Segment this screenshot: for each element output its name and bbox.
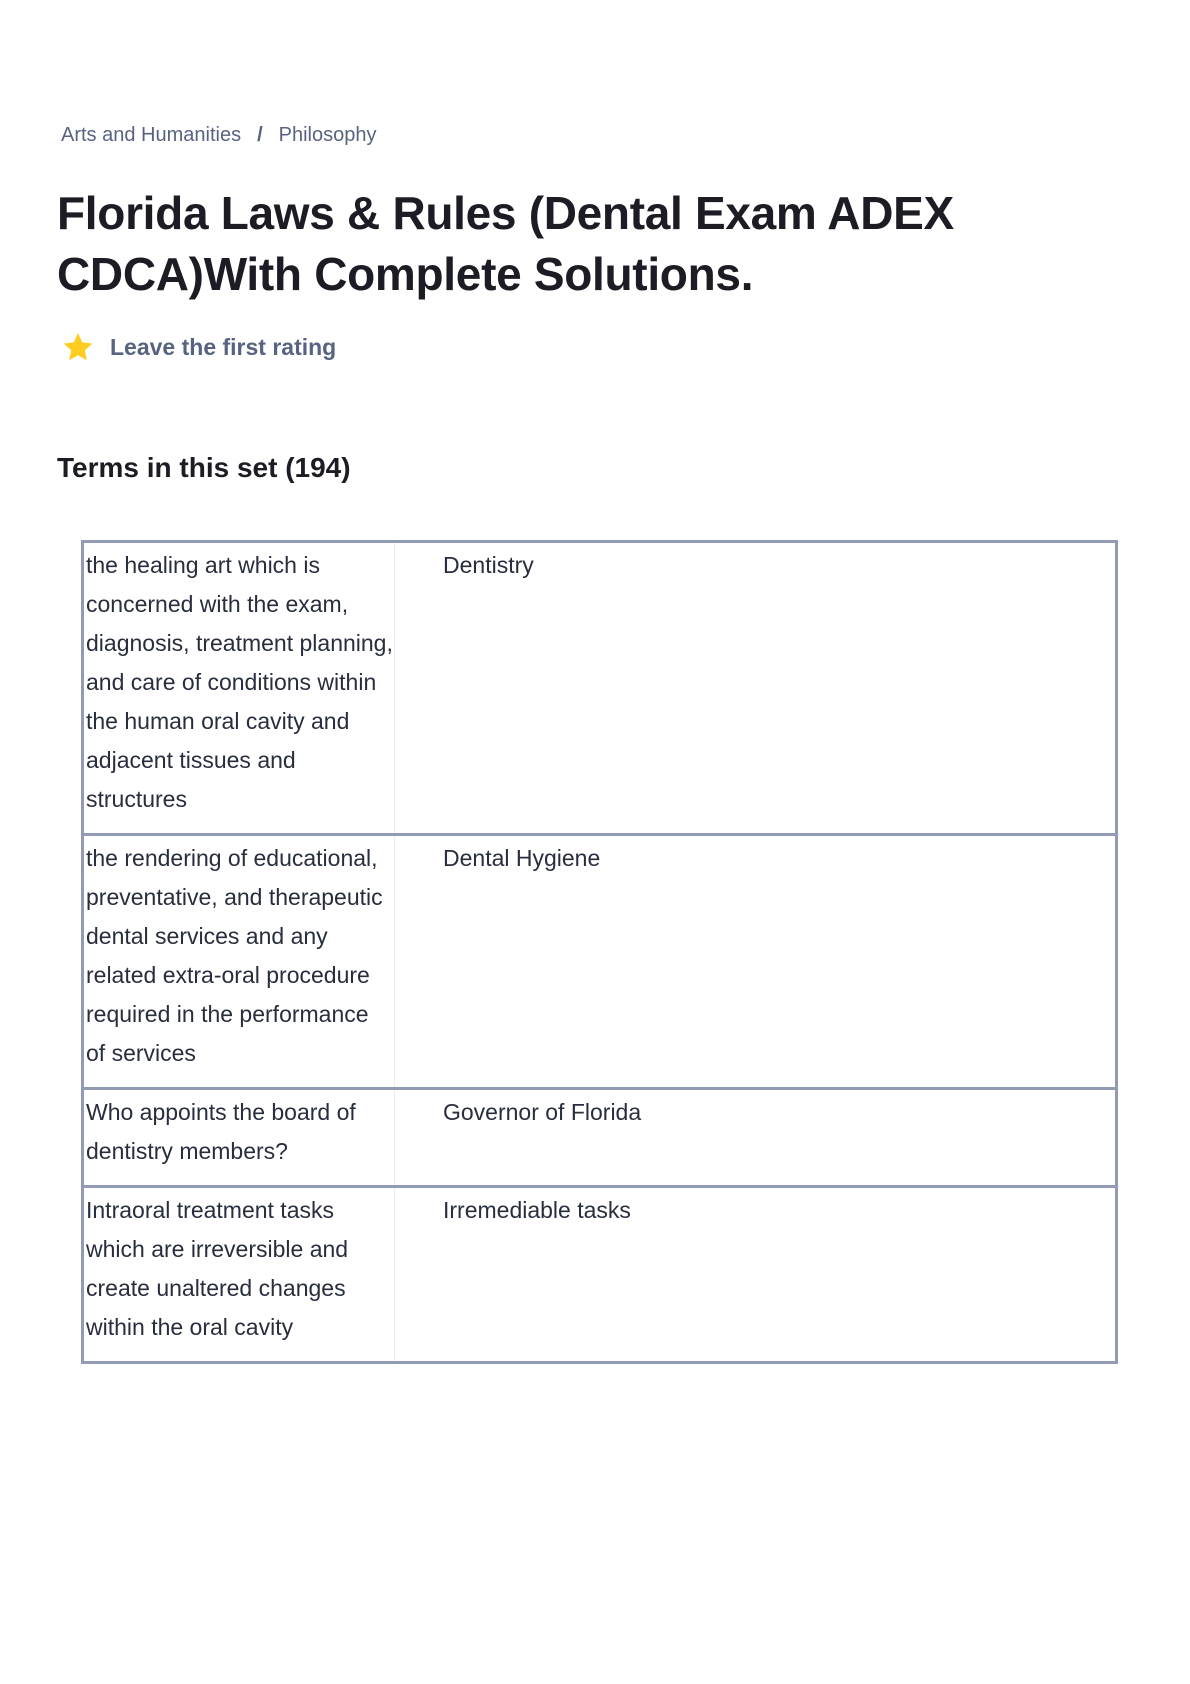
table-row	[83, 542, 1117, 835]
terms-table	[81, 540, 1118, 1364]
term-cell: Who appoints the board of dentistry members?	[83, 1089, 395, 1187]
terms-heading: Terms in this set (194)	[57, 452, 351, 483]
breadcrumb	[61, 124, 376, 147]
breadcrumb-item-arts-and-humanities[interactable]: Arts and Humanities	[61, 124, 242, 146]
definition-cell: Irremediable tasks	[395, 1187, 1117, 1363]
page-title: Florida Laws & Rules (Dental Exam ADEX CDCA)With Complete Solutions.	[57, 187, 954, 300]
definition-cell: Dentistry	[395, 542, 1117, 835]
breadcrumb-item-philosophy[interactable]: Philosophy	[278, 124, 377, 146]
definition-cell: Dental Hygiene	[395, 835, 1117, 1089]
definition-cell: Governor of Florida	[395, 1089, 1117, 1187]
star-icon	[62, 331, 94, 363]
rating-button[interactable]	[62, 331, 336, 363]
rating-label: Leave the first rating	[110, 333, 337, 360]
term-cell: the rendering of educational, preventative, and therapeutic dental services and any related extra-oral procedure required in the performance of services	[83, 835, 395, 1089]
table-row	[83, 1187, 1117, 1363]
breadcrumb-separator: /	[257, 124, 263, 146]
term-cell: the healing art which is concerned with the exam, diagnosis, treatment planning, and care of conditions within the human oral cavity and adjacent tissues and structures	[83, 542, 395, 835]
term-cell: Intraoral treatment tasks which are irreversible and create unaltered changes within the oral cavity	[83, 1187, 395, 1363]
table-row	[83, 835, 1117, 1089]
table-row	[83, 1089, 1117, 1187]
